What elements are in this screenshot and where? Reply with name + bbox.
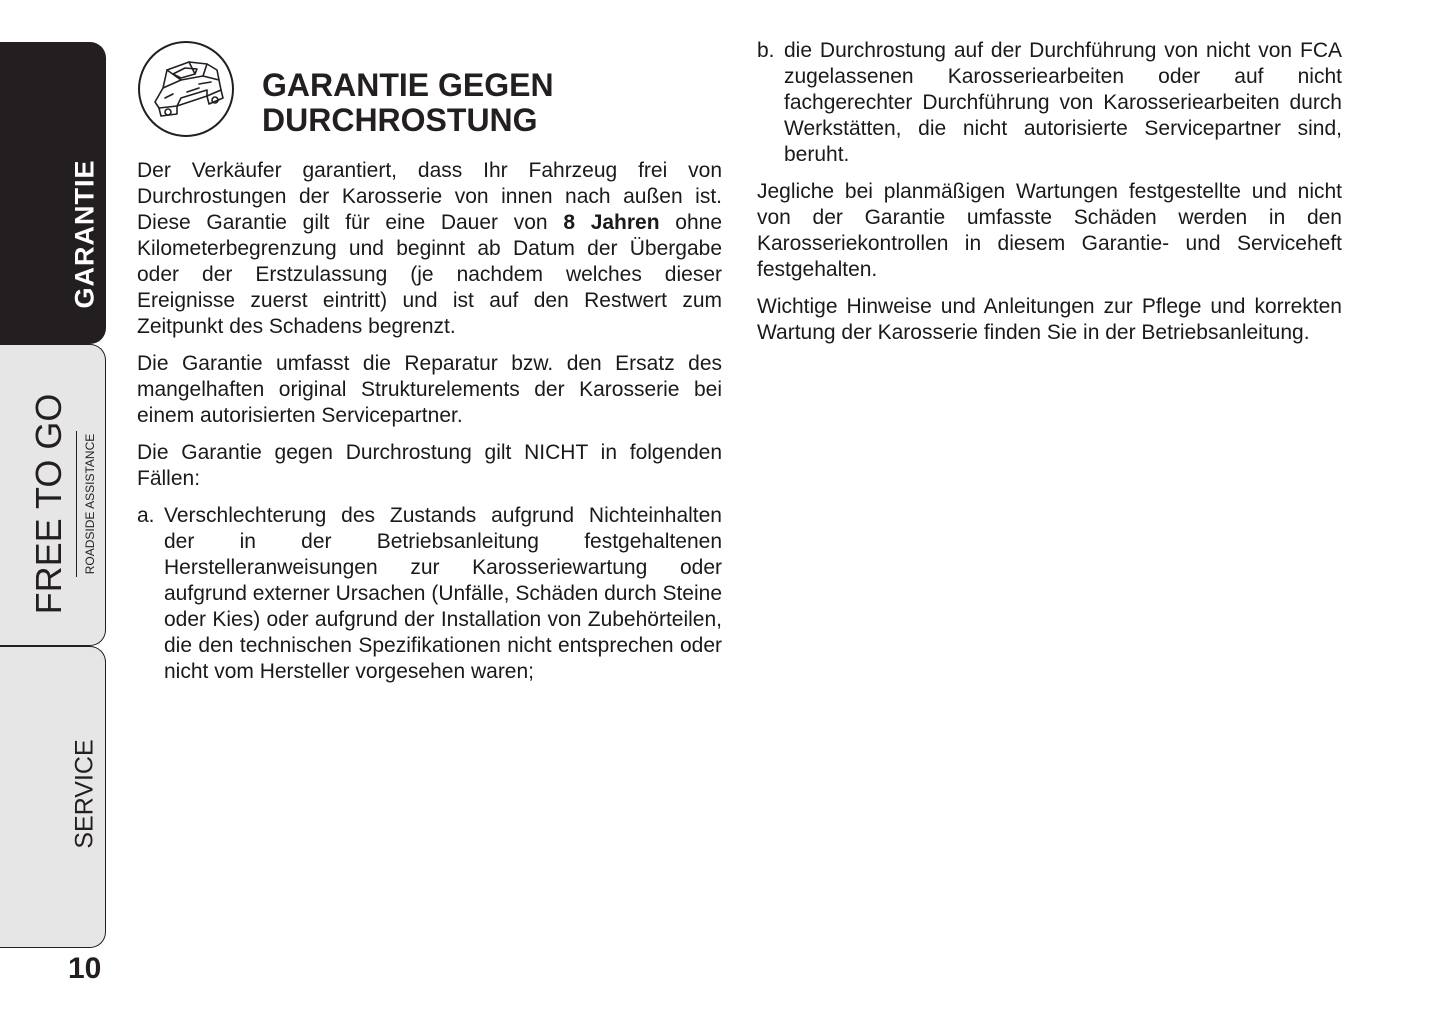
tab-roadside-label: ROADSIDE ASSISTANCE [83, 433, 97, 575]
warranty-duration-value: 8 Jahren [563, 211, 660, 234]
list-item-text: Verschlechterung des Zustands aufgrund Nichteinhalten der in der Betriebsanleitung festgehaltenen Herstelleranweisungen zur Karosseriewartung oder aufgrund externer Ursachen (Unfälle, Schäden durch Steine oder Kies) oder aufgrund der Installation von Zubehörteilen, die den technischen Spezifikationen nicht entsprechen oder nicht vom Hersteller vorgesehen waren; [164, 504, 722, 683]
right-column [757, 38, 1342, 357]
paragraph-exclusions-intro: Die Garantie gegen Durchrostung gilt NICHT in folgenden Fällen: [137, 441, 722, 490]
paragraph-care-note: Wichtige Hinweise und Anleitungen zur Pflege und korrekten Wartung der Karosserie finden Sie in der Betriebsanleitung. [757, 295, 1342, 344]
list-item-text: die Durchrostung auf der Durchführung von nicht von FCA zugelassenen Karosseriearbeiten oder auf nicht fachgerechter Durchführung von Karosseriearbeiten durch Werkstätten, die nicht autorisierte Servicepartner sind, beruht. [784, 39, 1342, 166]
title-line-2: DURCHROSTUNG [262, 102, 538, 138]
list-marker: a. [137, 504, 155, 527]
tab-garantie[interactable] [0, 42, 106, 344]
tab-service[interactable] [0, 646, 106, 948]
list-item-a [137, 503, 722, 685]
tab-free-to-go-label: FREE TO GO [28, 393, 69, 615]
tab-free-to-go[interactable] [0, 344, 106, 646]
page-title [262, 68, 554, 138]
tab-service-label: SERVICE [70, 739, 99, 849]
left-column [137, 158, 722, 696]
paragraph-warranty-duration [137, 158, 722, 340]
title-line-1: GARANTIE GEGEN [262, 67, 554, 103]
list-marker: b. [757, 39, 775, 62]
paragraph-text: ohne Kilometerbegrenzung und beginnt ab Datum der Übergabe oder der Erstzulassung (je nachdem welches dieser Ereignisse zuerst eintritt) und ist auf den Restwert zum Zeitpunkt des Schadens begrenzt. [137, 211, 723, 338]
paragraph-warranty-scope: Die Garantie umfasst die Reparatur bzw. den Ersatz des mangelhaften original Strukturelements der Karosserie bei einem autorisierten Servicepartner. [137, 352, 722, 427]
page-number: 10 [68, 952, 102, 985]
paragraph-text: Der Verkäufer garantiert, dass Ihr Fahrzeug frei von Durchrostungen der Karosserie von innen nach außen ist. Diese Garantie gilt für eine Dauer von [137, 159, 722, 234]
car-body-frame-icon [137, 40, 235, 138]
list-item-b [757, 38, 1342, 168]
tab-divider [76, 431, 77, 577]
paragraph-inspection-note: Jegliche bei planmäßigen Wartungen festgestellte und nicht von der Garantie umfasste Schäden werden in den Karosseriekontrollen in diesem Garantie- und Serviceheft festgehalten. [757, 180, 1342, 281]
tab-garantie-label: GARANTIE [69, 159, 100, 309]
